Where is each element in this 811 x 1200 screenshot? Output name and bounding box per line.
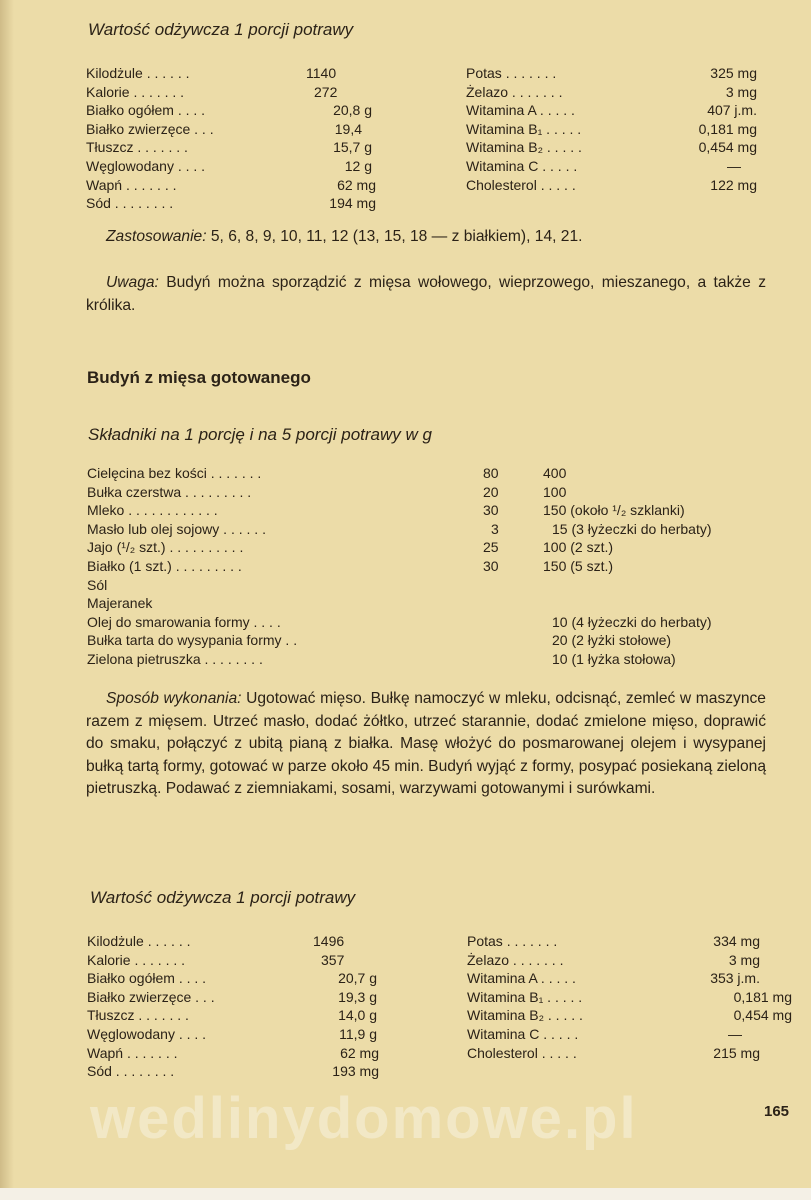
nutrition-row [467, 1006, 792, 1025]
ingredient-row [87, 483, 777, 502]
ingredient-name: Białko (1 szt.) . . . . . . . . . [87, 557, 242, 574]
note-paragraph [86, 272, 766, 317]
nutrition-value: 215 mg [713, 1044, 760, 1061]
nutrition-value: 357 [321, 951, 345, 968]
method-text: Ugotować mięso. Bułkę namoczyć w mleku, odcisnąć, zemleć w maszynce razem z mięsem. Utrzeć masło, dodać żółtko, utrzeć starannie, dodać zmielone mięso, doprawić do smaku, połączyć z ubitą pianą z białka. Masę włożyć do posmarowanej olejem i wysypanej bułką tartą formy, gotować w parze około 45 min. Budyń wyjąć z formy, posypać posiekaną zieloną pietruszką. Podawać z ziemniakami, sosami, warzywami gotowanymi i surówkami. [86, 690, 766, 797]
ingredient-qty-1: 30 [483, 502, 499, 519]
nutrition-label: Cholesterol . . . . . [467, 1044, 577, 1061]
ingredient-qty-5: 20 (2 łyżki stołowe) [552, 632, 672, 649]
nutrition-label: Cholesterol . . . . . [466, 176, 576, 193]
nutrition-row [466, 101, 766, 120]
nutrition-row [87, 951, 387, 970]
ingredient-name: Olej do smarowania formy . . . . [87, 613, 281, 630]
nutrition-label: Żelazo . . . . . . . [466, 83, 563, 100]
page-binding-shadow [0, 0, 14, 1188]
nutrition-row [87, 969, 387, 988]
ingredient-qty-5: 400 [543, 465, 567, 481]
nutrition-label: Wapń . . . . . . . [87, 1044, 178, 1061]
nutrition-value: 407 j.m. [707, 102, 757, 119]
ingredient-qty-5: 150 (około ¹/₂ szklanki) [543, 502, 685, 519]
ingredient-name: Cielęcina bez kości . . . . . . . [87, 465, 262, 481]
note-lead: Uwaga: [106, 274, 159, 291]
nutrition-row [86, 138, 386, 157]
nutrition-value: 353 j.m. [710, 970, 760, 987]
nutrition-value: 20,8 g [333, 102, 372, 119]
ingredient-qty-5: 100 (2 szt.) [543, 539, 614, 556]
nutrition-label: Witamina A . . . . . [467, 970, 576, 987]
nutrition-label: Białko zwierzęce . . . [86, 120, 214, 137]
nutrition-row [467, 969, 767, 988]
ingredient-qty-5: 10 (1 łyżka stołowa) [552, 650, 676, 667]
nutrition-label: Żelazo . . . . . . . [467, 951, 564, 968]
nutrition-value: 1140 [306, 65, 337, 81]
ingredient-name: Mleko . . . . . . . . . . . . [87, 502, 218, 519]
usage-lead: Zastosowanie: [106, 228, 207, 245]
nutrition-label: Wapń . . . . . . . [86, 176, 177, 193]
nutrition-row [86, 176, 386, 195]
ingredient-name: Zielona pietruszka . . . . . . . . [87, 650, 263, 667]
nutrition-row [87, 1006, 387, 1025]
nutrition-value: 62 mg [340, 1044, 379, 1061]
nutrition-value: 193 mg [332, 1063, 379, 1080]
page-bottom-edge [0, 1188, 811, 1200]
ingredient-qty-1: 30 [483, 557, 499, 574]
ingredient-name: Jajo (¹/₂ szt.) . . . . . . . . . . [87, 539, 244, 556]
nutrition-label: Potas . . . . . . . [466, 65, 557, 81]
nutrition-heading-1: Wartość odżywcza 1 porcji potrawy [88, 20, 354, 39]
ingredient-name: Sól [87, 576, 108, 593]
note-text: Budyń można sporządzić z mięsa wołowego, wieprzowego, mieszanego, a także z królika. [86, 274, 766, 314]
nutrition-value: 0,181 mg [698, 120, 757, 137]
nutrition-value: 3 mg [725, 83, 757, 100]
nutrition-row [86, 64, 386, 83]
ingredient-qty-5: 15 (3 łyżeczki do herbaty) [552, 520, 712, 537]
nutrition-label: Kilodżule . . . . . . [86, 65, 190, 81]
nutrition-row [466, 64, 766, 83]
ingredient-row [87, 631, 777, 650]
usage-line [106, 226, 766, 249]
nutrition-row [87, 1044, 387, 1063]
nutrition-row [467, 1025, 767, 1044]
nutrition-value: 0,454 mg [733, 1007, 792, 1024]
ingredient-qty-1: 20 [483, 483, 499, 500]
nutrition-value: 272 [314, 83, 338, 100]
nutrition-row [87, 1025, 387, 1044]
nutrition-label: Witamina B₂ . . . . . [467, 1007, 583, 1024]
nutrition-value: 14,0 g [338, 1007, 377, 1024]
nutrition-label: Tłuszcz . . . . . . . [87, 1007, 189, 1024]
nutrition-label: Kalorie . . . . . . . [87, 951, 186, 968]
nutrition-right-table-1 [466, 64, 766, 194]
ingredient-row [87, 520, 777, 539]
nutrition-row [86, 83, 386, 102]
nutrition-row [87, 988, 387, 1007]
ingredient-name: Bułka czerstwa . . . . . . . . . [87, 483, 252, 500]
nutrition-label: Kilodżule . . . . . . [87, 933, 191, 949]
ingredient-name: Bułka tarta do wysypania formy . . [87, 632, 298, 649]
nutrition-heading-2: Wartość odżywcza 1 porcji potrawy [90, 888, 356, 907]
nutrition-value: 122 mg [710, 176, 757, 193]
ingredient-row [87, 557, 777, 576]
nutrition-row [466, 176, 766, 195]
nutrition-label: Witamina C . . . . . [466, 157, 578, 174]
ingredient-row [87, 464, 777, 483]
nutrition-value: 12 g [344, 157, 372, 174]
nutrition-row [87, 932, 387, 951]
nutrition-value: 20,7 g [338, 970, 377, 987]
nutrition-value: 15,7 g [333, 139, 372, 156]
nutrition-value: 325 mg [710, 65, 757, 81]
nutrition-row [467, 932, 767, 951]
ingredient-row [87, 538, 777, 557]
nutrition-left-table-1 [86, 64, 386, 213]
nutrition-row [466, 157, 766, 176]
nutrition-label: Białko zwierzęce . . . [87, 988, 215, 1005]
nutrition-label: Witamina B₁ . . . . . [466, 120, 582, 137]
nutrition-label: Witamina B₁ . . . . . [467, 988, 583, 1005]
nutrition-label: Potas . . . . . . . [467, 933, 558, 949]
nutrition-value: 334 mg [713, 933, 760, 949]
nutrition-label: Węglowodany . . . . [87, 1025, 207, 1042]
nutrition-label: Tłuszcz . . . . . . . [86, 139, 188, 156]
ingredient-row [87, 650, 777, 669]
ingredient-qty-5: 10 (4 łyżeczki do herbaty) [552, 613, 712, 630]
ingredient-row [87, 501, 777, 520]
nutrition-label: Witamina A . . . . . [466, 102, 575, 119]
ingredient-name: Masło lub olej sojowy . . . . . . [87, 520, 266, 537]
method-lead: Sposób wykonania: [106, 690, 242, 707]
nutrition-row [467, 1044, 767, 1063]
nutrition-label: Węglowodany . . . . [86, 157, 206, 174]
ingredients-heading: Składniki na 1 porcję i na 5 porcji potrawy w g [88, 425, 432, 444]
nutrition-label: Witamina C . . . . . [467, 1025, 579, 1042]
ingredient-qty-5: 150 (5 szt.) [543, 557, 614, 574]
ingredient-row [87, 594, 777, 613]
nutrition-left-table-2 [87, 932, 387, 1081]
nutrition-row [87, 1062, 387, 1081]
ingredient-qty-1: 3 [491, 520, 499, 537]
ingredient-qty-1: 80 [483, 465, 499, 481]
nutrition-value: 194 mg [329, 195, 376, 212]
ingredient-qty-5: 100 [543, 483, 567, 500]
ingredient-qty-1: 25 [483, 539, 499, 556]
nutrition-label: Sód . . . . . . . . [87, 1063, 175, 1080]
nutrition-row [467, 951, 767, 970]
nutrition-label: Sód . . . . . . . . [86, 195, 174, 212]
nutrition-label: Białko ogółem . . . . [86, 102, 206, 119]
nutrition-value: 3 mg [728, 951, 760, 968]
nutrition-row [86, 194, 386, 213]
nutrition-label: Białko ogółem . . . . [87, 970, 207, 987]
nutrition-value: 1496 [313, 933, 345, 949]
nutrition-row [86, 120, 386, 139]
ingredient-row [87, 613, 777, 632]
ingredient-name: Majeranek [87, 595, 153, 612]
nutrition-value: — [728, 1025, 742, 1042]
ingredients-table [87, 464, 777, 669]
method-paragraph [86, 688, 766, 801]
nutrition-label: Witamina B₂ . . . . . [466, 139, 582, 156]
nutrition-value: 11,9 g [339, 1025, 377, 1042]
nutrition-row [86, 101, 386, 120]
usage-text: 5, 6, 8, 9, 10, 11, 12 (13, 15, 18 — z białkiem), 14, 21. [206, 228, 583, 245]
nutrition-row [466, 83, 766, 102]
ingredient-row [87, 576, 777, 595]
nutrition-value: 19,3 g [338, 988, 377, 1005]
nutrition-value: 0,181 mg [733, 988, 792, 1005]
nutrition-value: — [727, 157, 741, 174]
nutrition-row [466, 138, 766, 157]
nutrition-value: 19,4 [334, 120, 362, 137]
recipe-title: Budyń z mięsa gotowanego [87, 368, 311, 387]
nutrition-right-table-2 [467, 932, 792, 1062]
nutrition-row [86, 157, 386, 176]
nutrition-value: 0,454 mg [698, 139, 757, 156]
watermark: wedlinydomowe.pl [90, 1086, 638, 1151]
nutrition-label: Kalorie . . . . . . . [86, 83, 185, 100]
nutrition-row [466, 120, 766, 139]
nutrition-row [467, 988, 792, 1007]
nutrition-value: 62 mg [337, 176, 376, 193]
page-number: 165 [764, 1103, 790, 1120]
